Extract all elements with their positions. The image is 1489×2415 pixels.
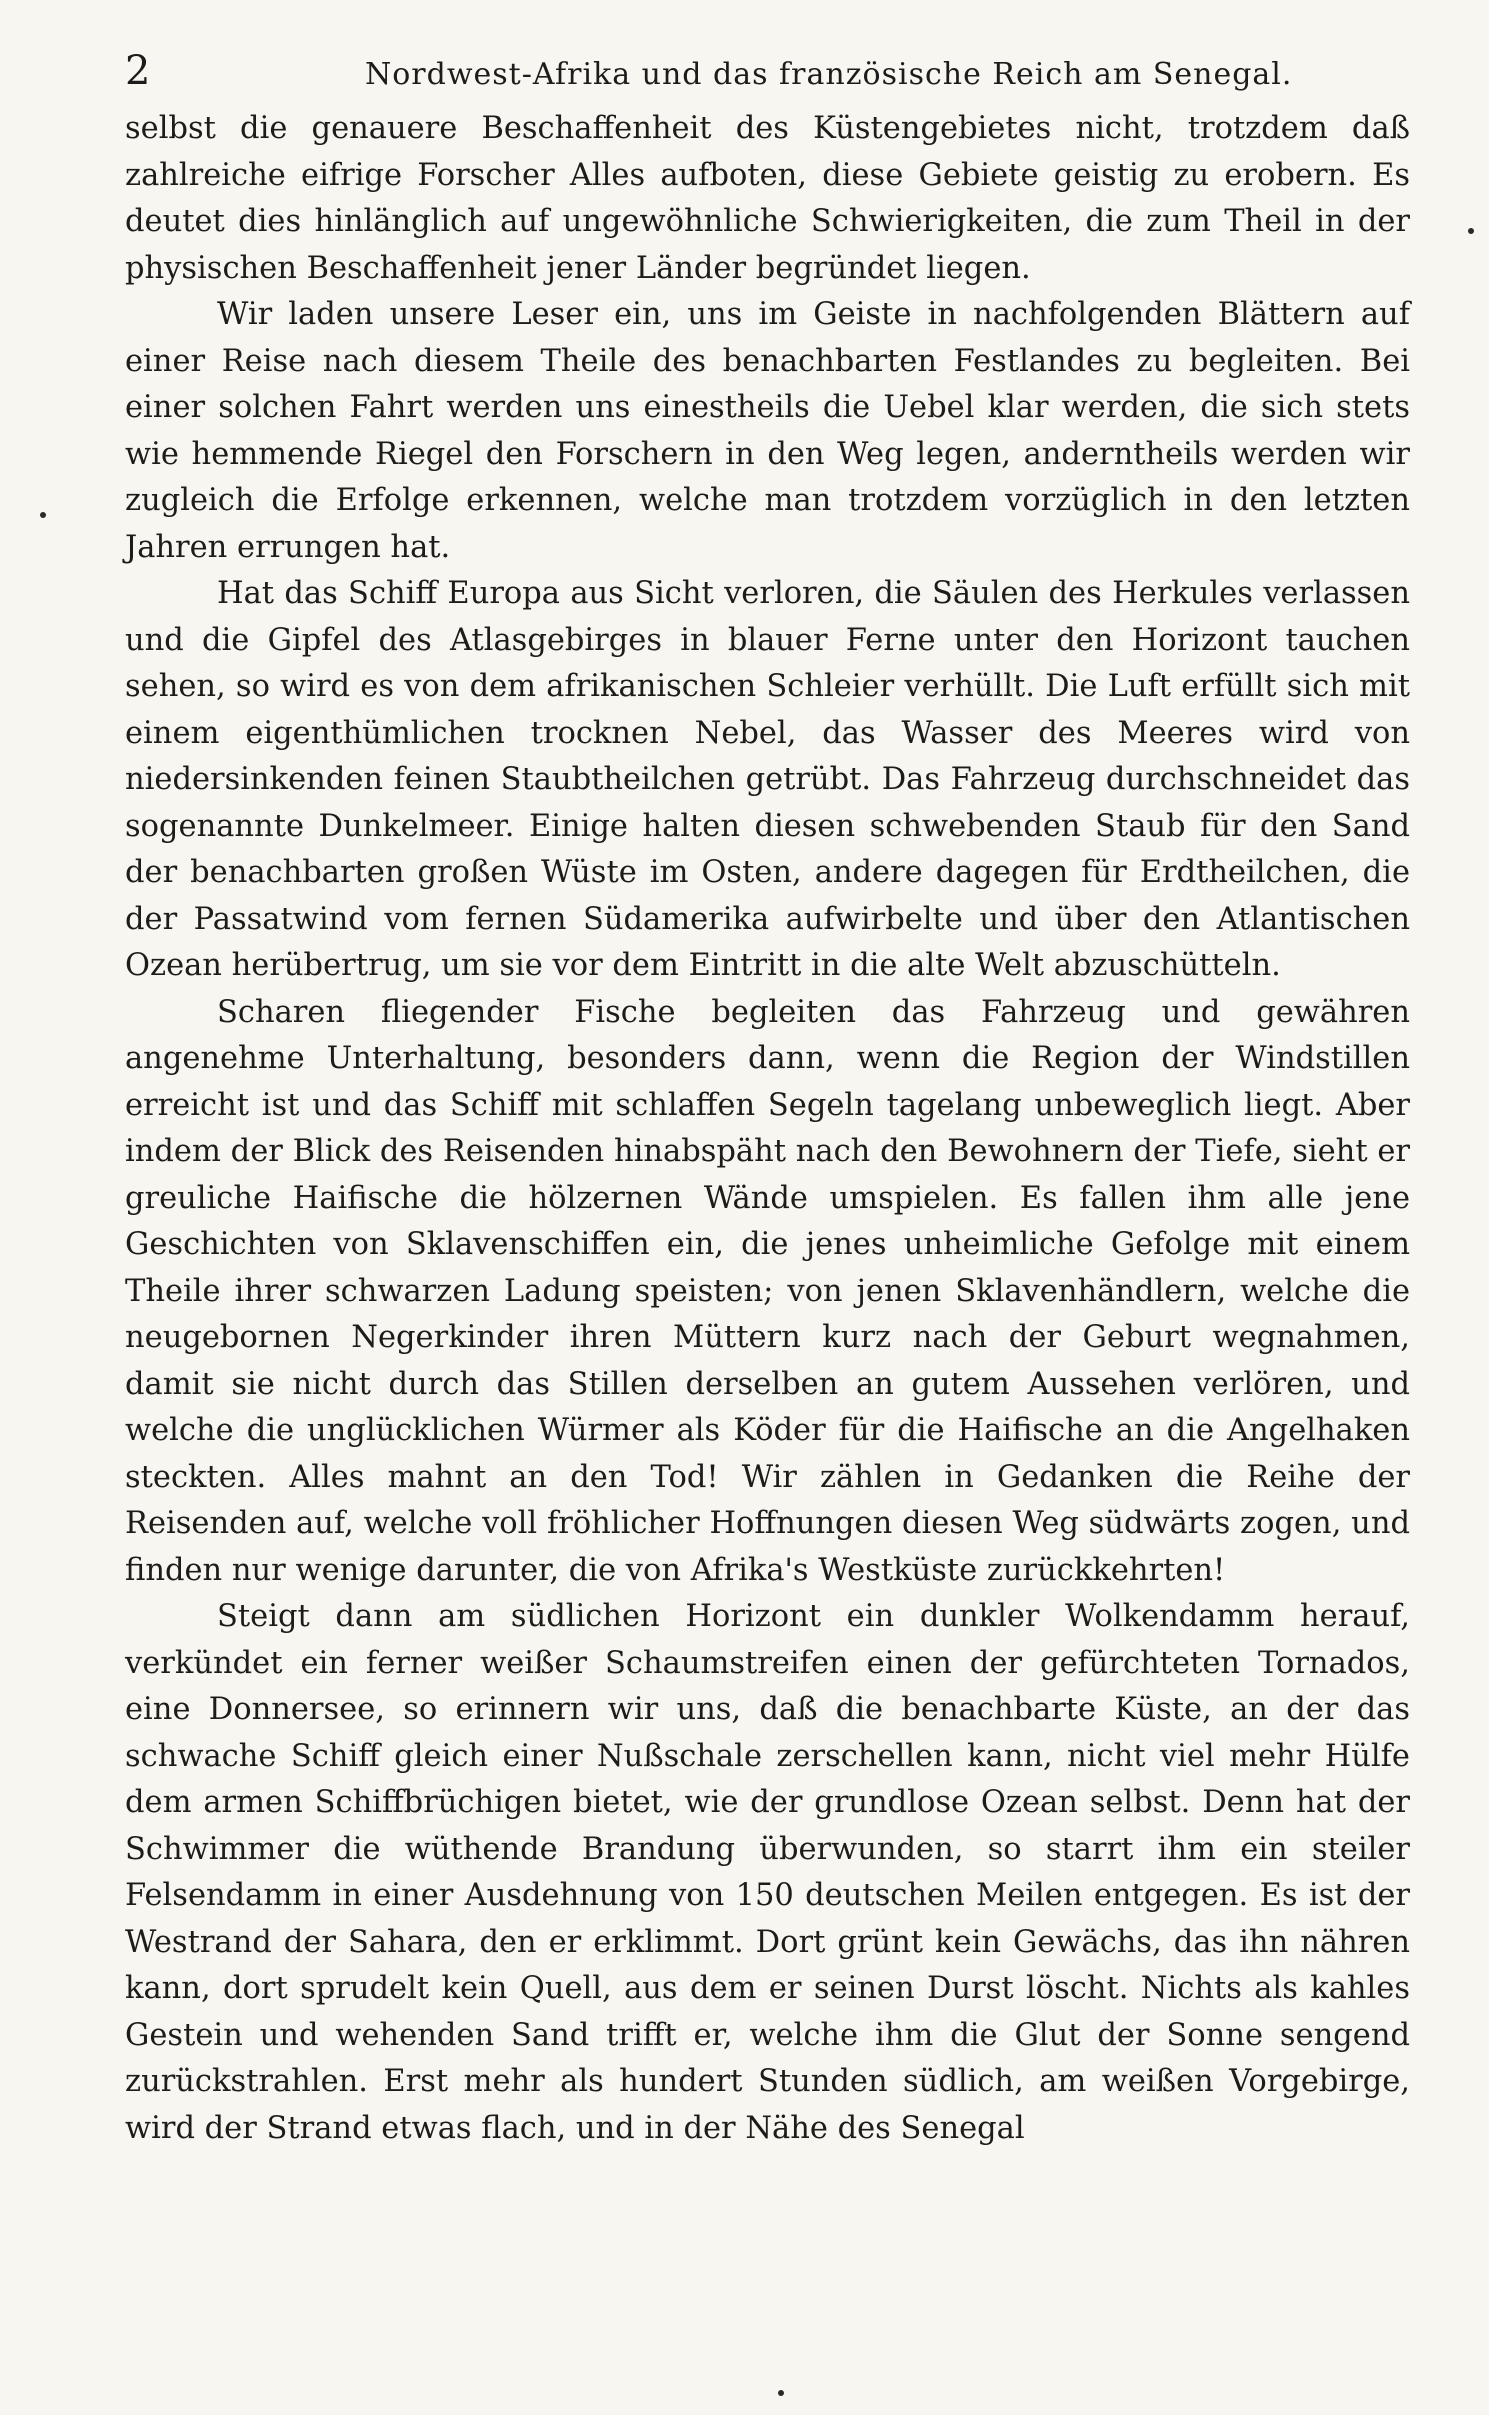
page-header: [125, 48, 1410, 98]
page-number: 2: [125, 48, 151, 94]
paragraph-5: Steigt dann am südlichen Horizont ein dunkler Wolkendamm herauf, verkündet ein ferner weißer Schaumstreifen einen der gefürchteten Tornados, eine Donnersee, so erinnern wir uns, daß die benachbarte Küste, an der das schwache Schiff gleich einer Nußschale zerschellen kann, nicht viel mehr Hülfe dem armen Schiffbrüchigen bietet, wie der grundlose Ozean selbst. Denn hat der Schwimmer die wüthende Brandung überwunden, so starrt ihm ein steiler Felsendamm in einer Ausdehnung von 150 deutschen Meilen entgegen. Es ist der Westrand der Sahara, den er erklimmt. Dort grünt kein Gewächs, das ihn nähren kann, dort sprudelt kein Quell, aus dem er seinen Durst löscht. Nichts als kahles Gestein und wehenden Sand trifft er, welche ihm die Glut der Sonne sengend zurückstrahlen. Erst mehr als hundert Stunden südlich, am weißen Vorgebirge, wird der Strand etwas flach, und in der Nähe des Senegal: [125, 1599, 1410, 2146]
running-title: Nordwest-Afrika und das französische Reich am Senegal.: [365, 57, 1293, 92]
body-text: [125, 106, 1410, 2152]
speck-mark: [778, 2390, 784, 2396]
speck-mark: [40, 512, 46, 518]
paragraph-4: Scharen fliegender Fische begleiten das Fahrzeug und gewähren angenehme Unterhaltung, besonders dann, wenn die Region der Windstillen erreicht ist und das Schiff mit schlaffen Segeln tagelang unbeweglich liegt. Aber indem der Blick des Reisenden hinabspäht nach den Bewohnern der Tiefe, sieht er greuliche Haifische die hölzernen Wände umspielen. Es fallen ihm alle jene Geschichten von Sklavenschiffen ein, die jenes unheimliche Gefolge mit einem Theile ihrer schwarzen Ladung speisten; von jenen Sklavenhändlern, welche die neugebornen Negerkinder ihren Müttern kurz nach der Geburt wegnahmen, damit sie nicht durch das Stillen derselben an gutem Aussehen verlören, und welche die unglücklichen Würmer als Köder für die Haifische an die Angelhaken steckten. Alles mahnt an den Tod! Wir zählen in Gedanken die Reihe der Reisenden auf, welche voll fröhlicher Hoffnungen diesen Weg südwärts zogen, und finden nur wenige darunter, die von Afrika's Westküste zurückkehrten!: [125, 994, 1410, 1588]
speck-mark: [1468, 228, 1474, 234]
paragraph-1: selbst die genauere Beschaffenheit des Küstengebietes nicht, trotzdem daß zahlreiche eifrige Forscher Alles aufboten, diese Gebiete geistig zu erobern. Es deutet dies hinlänglich auf ungewöhnliche Schwierigkeiten, die zum Theil in der physischen Beschaffenheit jener Länder begründet liegen.: [125, 111, 1410, 286]
paragraph-3: Hat das Schiff Europa aus Sicht verloren, die Säulen des Herkules verlassen und die Gipfel des Atlasgebirges in blauer Ferne unter den Horizont tauchen sehen, so wird es von dem afrikanischen Schleier verhüllt. Die Luft erfüllt sich mit einem eigenthümlichen trocknen Nebel, das Wasser des Meeres wird von niedersinkenden feinen Staubtheilchen getrübt. Das Fahrzeug durchschneidet das sogenannte Dunkelmeer. Einige halten diesen schwebenden Staub für den Sand der benachbarten großen Wüste im Osten, andere dagegen für Erdtheilchen, die der Passatwind vom fernen Südamerika aufwirbelte und über den Atlantischen Ozean herübertrug, um sie vor dem Eintritt in die alte Welt abzuschütteln.: [125, 576, 1410, 983]
book-page: [125, 48, 1410, 2152]
paragraph-2: Wir laden unsere Leser ein, uns im Geiste in nachfolgenden Blättern auf einer Reise nach diesem Theile des benachbarten Festlandes zu begleiten. Bei einer solchen Fahrt werden uns einestheils die Uebel klar werden, die sich stets wie hemmende Riegel den Forschern in den Weg legen, anderntheils werden wir zugleich die Erfolge erkennen, welche man trotzdem vorzüglich in den letzten Jahren errungen hat.: [125, 297, 1410, 565]
